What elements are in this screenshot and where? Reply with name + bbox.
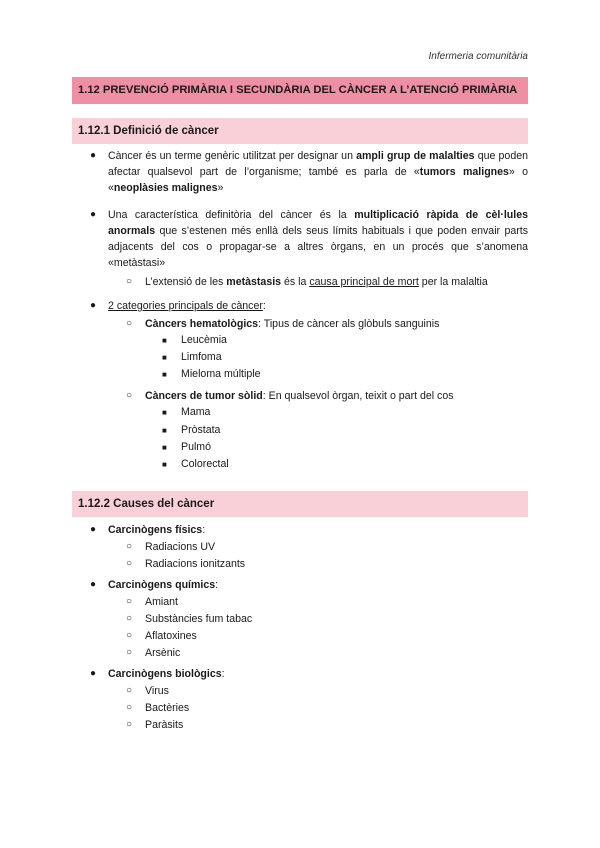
list-item: Radiacions UV bbox=[145, 541, 216, 553]
chapter-heading: 1.12 PREVENCIÓ PRIMÀRIA I SECUNDÀRIA DEL CÀNCER A L’ATENCIÓ PRIMÀRIA bbox=[72, 77, 528, 104]
square-bullet-icon: ■ bbox=[162, 336, 167, 345]
sub-bullet-icon: ○ bbox=[126, 541, 133, 552]
list-item: Limfoma bbox=[181, 351, 222, 363]
list-item: Substàncies fum tabac bbox=[145, 613, 253, 625]
list-item: Virus bbox=[145, 685, 169, 697]
section-heading-causes: 1.12.2 Causes del càncer bbox=[72, 491, 528, 517]
list-item: Pròstata bbox=[181, 424, 221, 436]
section-heading-definicio: 1.12.1 Definició de càncer bbox=[72, 118, 528, 144]
square-bullet-icon: ■ bbox=[162, 426, 167, 435]
list-item: Pulmó bbox=[181, 441, 212, 453]
square-bullet-icon: ■ bbox=[162, 370, 167, 379]
bullet-icon: ● bbox=[90, 150, 97, 161]
bullet-icon: ● bbox=[90, 300, 97, 311]
running-header: Infermeria comunitària bbox=[428, 51, 528, 62]
list-item: Radiacions ionitzants bbox=[145, 558, 246, 570]
square-bullet-icon: ■ bbox=[162, 408, 167, 417]
sub-bullet-icon: ○ bbox=[126, 647, 133, 658]
hematologic-cancers: Càncers hematològics: Tipus de càncer als glòbuls sanguinis bbox=[145, 318, 440, 330]
list-item: Leucèmia bbox=[181, 334, 227, 346]
list-item: Mama bbox=[181, 406, 211, 418]
bullet-icon: ● bbox=[90, 668, 97, 679]
paragraph-metastasis: Una característica definitòria del càncer és la multiplicació ràpida de cèl·lules anormals que s’estenen més enllà dels seus límits habituals i que poden envair parts adjacents del cos o propagar-se a altres òrgans, en un procés que s’anomena «metàstasi» bbox=[108, 209, 528, 269]
paragraph-cancer-definition: Càncer és un terme genèric utilitzat per designar un ampli grup de malalties que poden afectar qualsevol part de l’organisme; també es parla de «tumors malignes» o «neoplàsies malignes» bbox=[108, 150, 528, 194]
sub-bullet-icon: ○ bbox=[126, 318, 133, 329]
sub-bullet-icon: ○ bbox=[126, 276, 133, 287]
bullet-icon: ● bbox=[90, 524, 97, 535]
square-bullet-icon: ■ bbox=[162, 460, 167, 469]
square-bullet-icon: ■ bbox=[162, 443, 167, 452]
chemical-carcinogens: Carcinògens químics: bbox=[108, 579, 219, 591]
list-item: Amiant bbox=[145, 596, 178, 608]
list-item: Aflatoxines bbox=[145, 630, 197, 642]
sub-bullet-icon: ○ bbox=[126, 719, 133, 730]
list-item: Paràsits bbox=[145, 719, 184, 731]
sub-bullet-icon: ○ bbox=[126, 558, 133, 569]
list-item: Arsènic bbox=[145, 647, 181, 659]
sub-bullet-icon: ○ bbox=[126, 630, 133, 641]
categories-heading: 2 categories principals de càncer: bbox=[108, 300, 266, 312]
bullet-icon: ● bbox=[90, 579, 97, 590]
solid-tumor-cancers: Càncers de tumor sòlid: En qualsevol òrgan, teixit o part del cos bbox=[145, 390, 454, 402]
list-item: Bactèries bbox=[145, 702, 190, 714]
metastasis-note: L’extensió de les metàstasis és la causa principal de mort per la malaltia bbox=[145, 276, 488, 288]
sub-bullet-icon: ○ bbox=[126, 702, 133, 713]
list-item: Colorectal bbox=[181, 458, 229, 470]
bullet-icon: ● bbox=[90, 209, 97, 220]
list-item: Mieloma múltiple bbox=[181, 368, 261, 380]
square-bullet-icon: ■ bbox=[162, 353, 167, 362]
physical-carcinogens: Carcinògens físics: bbox=[108, 524, 206, 536]
biological-carcinogens: Carcinògens biològics: bbox=[108, 668, 225, 680]
sub-bullet-icon: ○ bbox=[126, 685, 133, 696]
sub-bullet-icon: ○ bbox=[126, 613, 133, 624]
sub-bullet-icon: ○ bbox=[126, 596, 133, 607]
sub-bullet-icon: ○ bbox=[126, 390, 133, 401]
